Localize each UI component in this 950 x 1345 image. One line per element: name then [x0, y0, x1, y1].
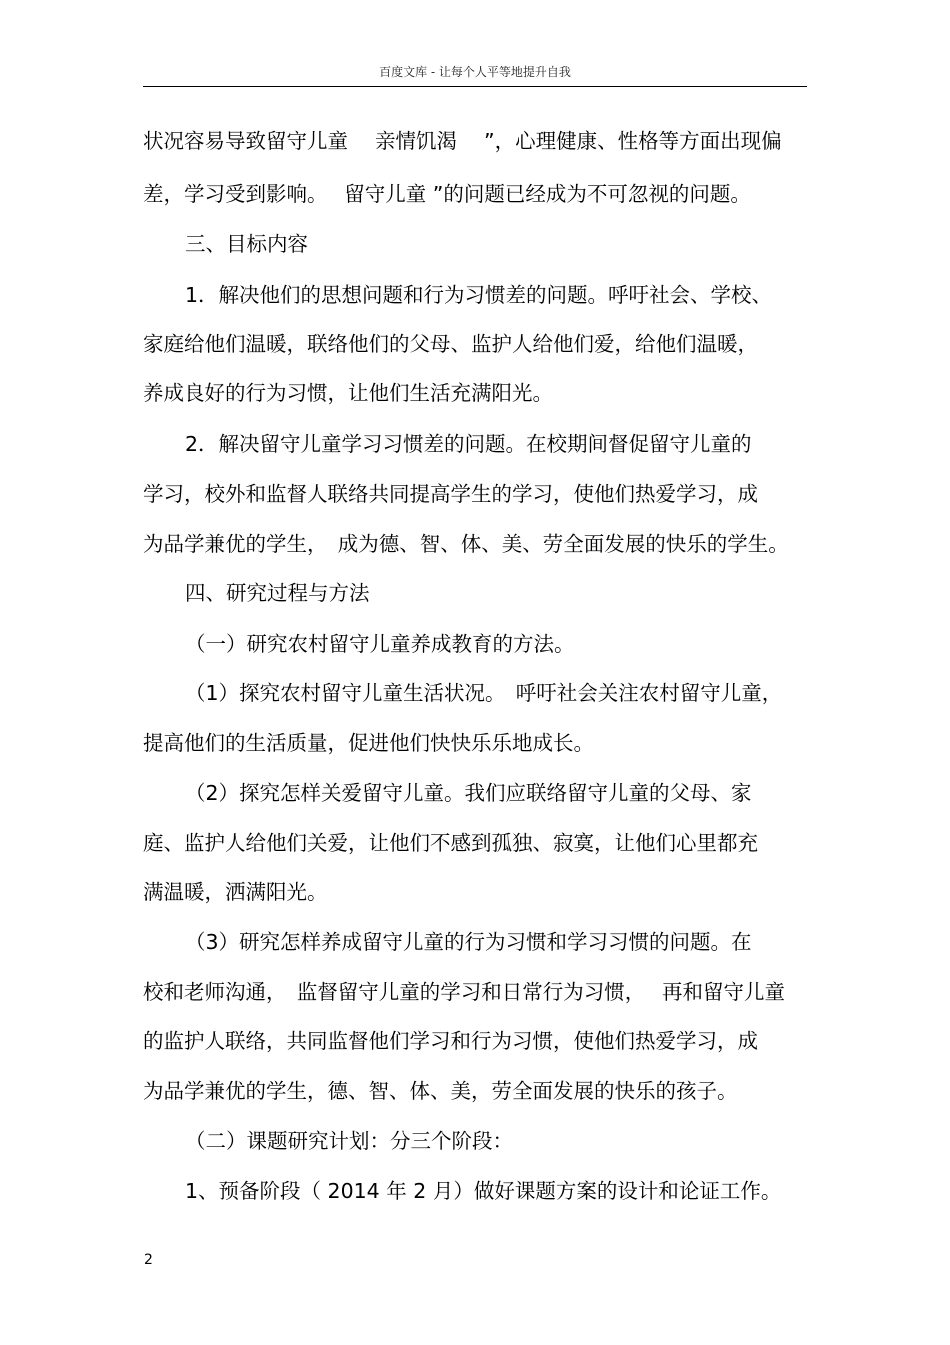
- body-line: 状况容易导致留守儿童 亲情饥渴 ”，心理健康、性格等方面出现偏: [143, 129, 782, 153]
- body-line: 养成良好的行为习惯，让他们生活充满阳光。: [143, 381, 553, 405]
- body-line: 提高他们的生活质量，促进他们快快乐乐地成长。: [143, 731, 594, 755]
- body-line: 差，学习受到影响。 留守儿童 ”的问题已经成为不可忽视的问题。: [143, 182, 751, 206]
- subsection-heading: （一）研究农村留守儿童养成教育的方法。: [185, 632, 575, 656]
- body-line: 2．解决留守儿童学习习惯差的问题。在校期间督促留守儿童的: [185, 432, 752, 456]
- body-line: 为品学兼优的学生， 成为德、智、体、美、劳全面发展的快乐的学生。: [143, 532, 789, 556]
- body-line: 1、预备阶段（ 2014 年 2 月）做好课题方案的设计和论证工作。: [185, 1179, 782, 1203]
- subsection-heading: （二）课题研究计划：分三个阶段：: [185, 1129, 513, 1153]
- body-line: 满温暖，洒满阳光。: [143, 880, 328, 904]
- body-line: （2）探究怎样关爱留守儿童。我们应联络留守儿童的父母、家: [185, 781, 752, 805]
- body-line: 学习，校外和监督人联络共同提高学生的学习，使他们热爱学习，成: [143, 482, 758, 506]
- body-line: 庭、监护人给他们关爱，让他们不感到孤独、寂寞，让他们心里都充: [143, 831, 758, 855]
- body-line: 1．解决他们的思想问题和行为习惯差的问题。呼吁社会、学校、: [185, 283, 773, 307]
- page-number: 2: [144, 1252, 153, 1268]
- header-divider: [143, 86, 807, 87]
- section-heading: 四、研究过程与方法: [185, 581, 370, 605]
- body-line: 校和老师沟通， 监督留守儿童的学习和日常行为习惯， 再和留守儿童: [143, 980, 786, 1004]
- body-line: （1）探究农村留守儿童生活状况。 呼吁社会关注农村留守儿童，: [185, 681, 783, 705]
- body-line: 为品学兼优的学生，德、智、体、美，劳全面发展的快乐的孩子。: [143, 1079, 738, 1103]
- body-line: 家庭给他们温暖，联络他们的父母、监护人给他们爱，给他们温暖，: [143, 332, 758, 356]
- body-line: 的监护人联络，共同监督他们学习和行为习惯，使他们热爱学习，成: [143, 1029, 758, 1053]
- header-text: 百度文库 - 让每个人平等地提升自我: [379, 65, 571, 79]
- body-line: （3）研究怎样养成留守儿童的行为习惯和学习习惯的问题。在: [185, 930, 752, 954]
- section-heading: 三、目标内容: [185, 232, 308, 256]
